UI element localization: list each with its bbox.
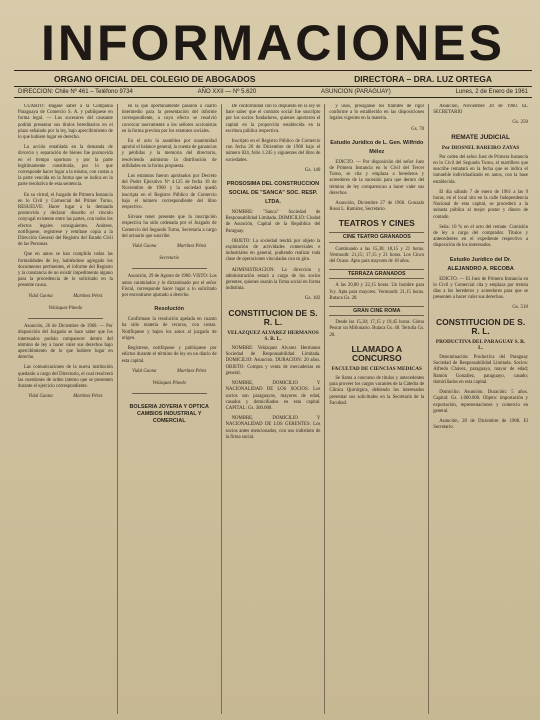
paragraph: Inscripto en el Registro Público de Comercio con fecha 20 de Diciembre de 1960 bajo el número 824, folio 1.245 y siguientes del libro de sociedades. [225,139,321,163]
paragraph: Por orden del señor Juez de Primera Instancia en lo Civil del Segundo Turno, el martillero que suscribe rematará en la fecha que se indica el inmueble individualizado en autos, con la base establecida. [433,154,528,185]
paragraph: Seña: 10 % en el acto del remate. Comisión de ley a cargo del comprador. Títulos y antecedentes en el expediente respectivo a disposición de los interesados. [433,224,528,249]
signature-line [18,306,113,312]
column-2 [118,104,222,714]
paragraph: La acción entablada en la demanda de divorcio y separación de bienes fue promovida en el tiempo oportuno y por la parte legítimamente constituida, por lo que corresponde hacer lugar a la misma, con costas a la parte vencida en la forma que se indica en la parte resolutiva de esta sentencia. [18,145,113,188]
paragraph: Continuado a las 15,30; 18,15 y 21 horas. Vermouth: 21,15; 17,15 y 21 horas. Los Cinco del Ocaso. Apto para mayores de 18 años. [329,246,425,265]
price-tag: Gs. 182 [304,296,321,302]
section-subheading: PRODUCTIVA DEL PARAGUAY S. R. L. [435,338,526,351]
signature-line [122,256,217,262]
section-heading: LLAMADO A CONCURSO [351,343,403,363]
section-heading: TEATROS Y CINES [338,218,415,229]
section-subheading: VELAZQUEZ ALVAREZ HERMANOS S. R. L. [227,329,319,342]
separator [132,268,207,269]
paragraph: Los estatutos fueron aprobados por Decreto del Poder Ejecutivo Nº 4.125 de fecha 18 de Noviembre de 1960 y la sociedad quedó inscripta en el Registro Público de Comercio bajo el número correspondiente del libro respectivo. [121,174,217,211]
paragraph: Las comunicaciones de la nueva institución quedarán a cargo del Directorio, el cual resolverá las cuestiones de orden interno que se presenten durante el ejercicio correspondiente. [18,365,113,389]
paragraph: ADMINISTRACION: La dirección y administración estará a cargo de los socios gerentes, quienes usarán la firma social en forma indistinta. [225,267,321,292]
subhead-left: ORGANO OFICIAL DEL COLEGIO DE ABOGADOS [54,74,256,84]
signature: Martínez Pérez [177,368,207,374]
signatures [18,294,113,300]
section-subheading: Por DIOSNEL BAREIRO ZAYAS [441,144,520,151]
paragraph: NOMBRE: "Sanca" Sociedad de Responsabilidad Limitada. DOMICILIO: Ciudad de Asunción, Capital de la República del Paraguay. [225,210,321,234]
paragraph: En el acto la asamblea por unanimidad aprobó el balance general, la cuenta de ganancias y pérdidas y la memoria del directorio, resolviendo asimismo la distribución de utilidades en la forma propuesta. [121,139,217,169]
section-heading: Estudio Jurídico del Dr. ALEJANDRO A. RECOBA [447,256,514,272]
column-3 [222,104,326,714]
separator [28,318,103,319]
paragraph: De conformidad con lo dispuesto en la ley se hace saber que el contrato social fue suscripto por los socios fundadores, quienes aportaron el capital en la proporción establecida en la escritura pública respectiva. [225,104,321,134]
paragraph: Asunción, 26 de Diciembre de 1960. — Por disposición del Juzgado se hace saber que los interesados podrán comparecer dentro del término de ley a hacer valer sus derechos bajo apercibimiento de lo que hubiere lugar en derecho. [18,324,113,361]
paragraph: En su virtud, el Juzgado de Primera Instancia en lo Civil y Comercial del Primer Turno, RESUELVE: Hacer lugar a la demanda promovida y declarar disuelto el vínculo conyugal existente entre las partes, con todos los efectos legales consiguientes. Anótese, notifíquese, regístrese y remítase copia a la Dirección General del Registro del Estado Civil de las Personas. [18,192,113,248]
paragraph: Asunción, 28 de Diciembre de 1960. El Secretario. [433,418,528,431]
signature: Vidal Gaona [132,244,157,250]
subhead-right: DIRECTORA – DRA. LUZ ORTEGA [354,74,492,84]
paragraph: y usos, prosíganse los trámites de rigor conforme a lo establecido en las disposiciones legales vigentes en la materia. [329,104,425,122]
section-heading: REMATE JUDICIAL [451,133,510,141]
advertisement-strip: BOLSERIA JOYERIA Y OPTICA CAMBIOS INDUSTRIAL Y COMERCIAL [129,404,209,425]
paragraph: Domicilio: Asunción. Duración: 5 años. Capital: Gs. 1.000.000. Objeto: importación y exportación, representaciones y comercio en general. [433,390,528,414]
section-heading: Resolución [154,306,185,313]
signature: Vidal Gaona [28,293,53,299]
paragraph: A las 20,00 y 22,15 horas. Un hombre para Ivy. Apta para mayores. Vermouth: 21,15 horas. Butaca Gs. 28. [329,283,425,301]
paragraph: Sírvase tener presente que la inscripción respectiva ha sido ordenada por el Juzgado de Comercio del Segundo Turno, Secretaría a cargo del actuario que suscribe. [121,215,217,239]
masthead: INFORMACIONES [41,15,505,71]
signature: Secretario [159,256,180,262]
paragraph: Confirmase la resolución apelada en cuanto ha sido materia de recurso, con costas. Notifíquese y bajen los autos al juzgado de origen. [121,317,217,341]
paragraph: en la que oportunamente pasaron a cuarto intermedio para la presentación del informe correspondiente, a cuyo efecto se resolvió convocar nuevamente a los señores accionistas en la forma prevista por los estatutos sociales. [121,104,217,134]
separator [132,393,207,394]
price-tag: Gs. 70 [411,126,425,132]
section-heading: CONSTITUCION DE S. R. L. [228,307,318,327]
paragraph: Que en autos se han cumplido todas las formalidades de ley, habiéndose agregado los documentos pertinentes, el informe del Registro y la constancia de no existir impedimento alguno para la procedencia de lo solicitado en la presente causa. [18,252,113,289]
paragraph: Se llama a concurso de títulos y antecedentes para proveer los cargos vacantes de la Cátedra de Clínica Quirúrgica, debiendo los interesados presentar sus solicitudes en la Secretaría de la Facultad. [329,376,425,406]
signature: Martínez Pérez [73,394,103,400]
signatures [122,369,217,375]
section-subheading: FACULTAD DE CIENCIAS MEDICAS [331,365,422,372]
column-5 [429,104,532,714]
paragraph: EDICTO. — Por disposición del señor Juez de Primera Instancia en lo Civil del Tercer Turno, se cita y emplaza a herederos y acreedores de la sucesión para que dentro del término de ley comparezcan a hacer valer sus derechos. [329,159,425,196]
dateline-issue: AÑO XXII — Nº 5.620 [197,89,257,95]
paragraph: Desde las 15,30; 17,15 y 19,45 horas. Cómo Pescar un Millonario. Butaca Gs. 40. Tertulia Gs. 20. [329,320,425,338]
price-tag: Gs. 250 [512,120,528,126]
dateline-date: Lunes, 2 de Enero de 1961 [455,89,528,95]
paragraph: CUARTO: Hágase saber a la Compañía Paraguaya de Comercio S. A. y publíquese en forma legal. — Los sucesores del causante podrán presentar sus títulos hereditarios en el plazo señalado por la ley, bajo apercibimiento de lo que hubiere lugar en derecho. [18,104,113,141]
cinema-heading: CINE TEATRO GRANADOS [329,232,424,242]
dateline [14,86,532,98]
section-heading: CONSTITUCION DE S. R. L. [435,316,526,336]
price-tag: Gs. 510 [512,305,528,311]
signatures [122,244,217,250]
paragraph: Asunción, Noviembre 28 de 1960. EL SECRETARIO [433,104,528,116]
dateline-city: ASUNCION (PARAGUAY) [320,89,391,95]
paragraph: Regístrese, notifíquese y publíquese por edictos durante el término de ley en un diario de esta capital. [121,346,217,364]
columns [14,104,532,714]
signature: Vidal Gaona [28,394,53,400]
column-4 [325,104,429,714]
signature: Martínez Pérez [177,244,207,250]
signatures [18,394,113,400]
paragraph: OBJETO: La sociedad tendrá por objeto la explotación de actividades comerciales e industriales en general, pudiendo realizar toda clase de operaciones vinculadas con su giro. [225,238,321,263]
paragraph: Asunción, Diciembre 27 de 1960. Gonzalo Rossi L. Ramírez, Secretario. [329,201,425,213]
signature: Velázquez Pinedo [48,305,83,311]
signature: Martínez Pérez [73,293,103,299]
subhead [14,71,532,86]
price-tag: Gs. 140 [304,167,321,173]
paragraph: NOMBRE, DOMICILIO Y NACIONALIDAD DE LOS SOCIOS: Los socios son paraguayos, mayores de edad, casados y domiciliados en esta capital. CAPITAL: Gs. 300.000. [225,381,321,411]
signature: Velázquez Pinedo [152,380,187,386]
column-1 [14,104,118,714]
cinema-heading: TERRAZA GRANADOS [329,269,424,279]
paragraph: NOMBRE, DOMICILIO Y NACIONALIDAD DE LOS GERENTES: Los socios antes mencionados, con uso indistinto de la firma social. [225,416,321,440]
paragraph: Asunción, 29 de Agosto de 1960. VISTO: Los autos caratulados y lo dictaminado por el señor Fiscal, corresponde hacer lugar a lo solicitado por encontrarse ajustado a derecho. [121,274,217,299]
dateline-address: DIRECCION: Chile Nº 461 – Teléfono 9734 [18,89,133,95]
paragraph: El día sábado 7 de enero de 1961 a las 9 horas, en el local sito en la calle Independencia Nacional de esta capital, se procederá a la subasta pública al mejor postor y dinero de contado. [433,189,528,220]
section-heading: Estudio Jurídico de L. Gen. Wilfrido Mélez [330,139,424,155]
paragraph: NOMBRE: Velázquez Alvarez Hermanos Sociedad de Responsabilidad Limitada. DOMICILIO: Asunción. DURACION: 20 años. OBJETO: Compra y venta de mercaderías en general. [225,346,321,376]
section-heading: PROSOSIMA DEL CONSTRUCCION SOCIAL DE "SANCA" SOC. RESP. LTDA. [226,181,320,206]
signature-line [122,381,217,387]
paragraph: Denominación: Productiva del Paraguay Sociedad de Responsabilidad Limitada. Socios: Alfredo Chávez, paraguayo, mayor de edad; Ramón González, paraguayo, casado; domiciliados en esta capital. [433,355,528,385]
paragraph: EDICTO. — El Juez de Primera Instancia en lo Civil y Comercial cita y emplaza por treinta días a los herederos y acreedores para que se presenten a hacer valer sus derechos. [433,276,528,301]
signature: Vidal Gaona [132,368,157,374]
cinema-heading: GRAN CINE ROMA [329,306,424,316]
